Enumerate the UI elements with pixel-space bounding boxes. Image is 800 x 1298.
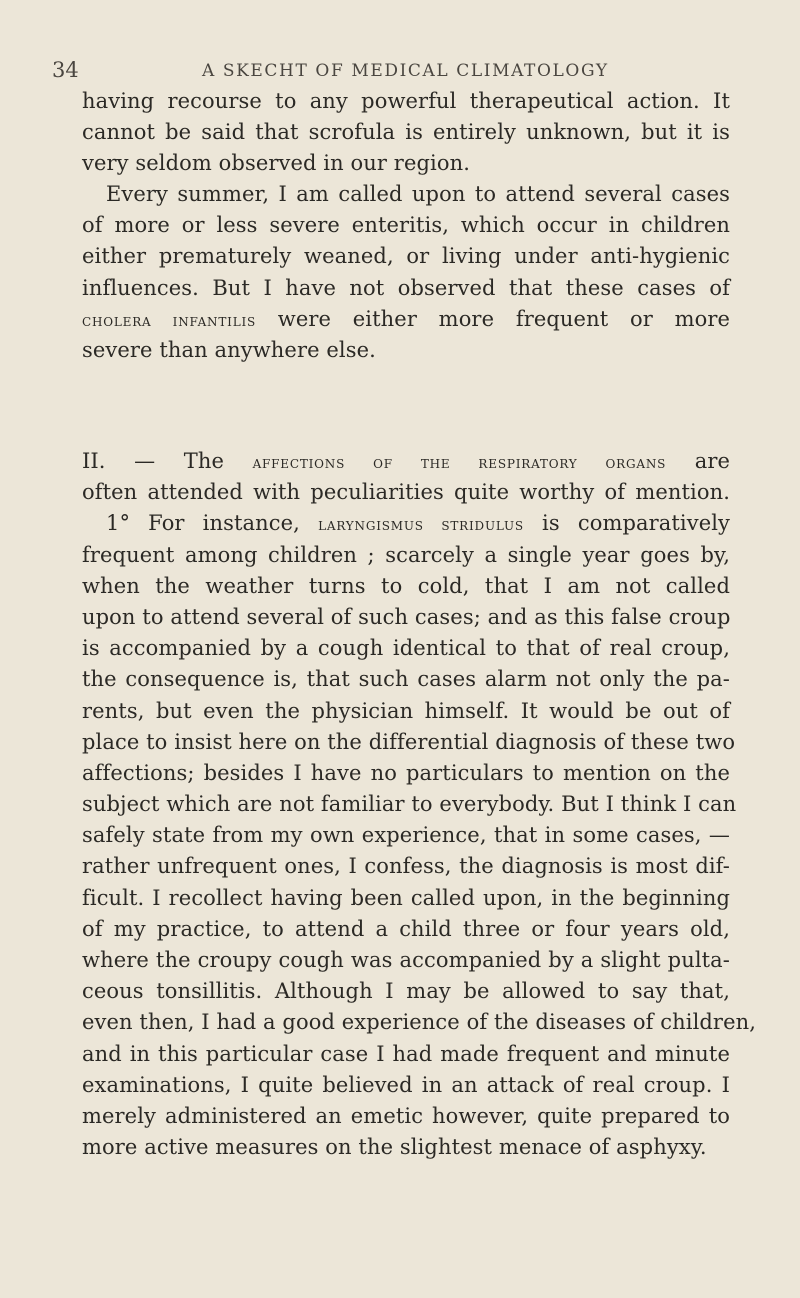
text-line: ficult. I recollect having been called upon, in the beginning [82,885,730,910]
text-line: where the croupy cough was accompanied by a slight pulta- [82,948,730,972]
text-line: merely administered an emetic however, quite prepared to [82,1103,730,1128]
text-fragment: is comparatively [542,511,731,536]
text-line: rather unfrequent ones, I confess, the diagnosis is most dif- [82,854,730,879]
section-heading-smallcaps: affections of the respiratory organs [252,453,667,473]
text-line: safely state from my own experience, that in some cases, — [82,823,730,848]
text-fragment: were either more frequent or more [277,306,730,331]
text-line: upon to attend several of such cases; and as this false croup [82,604,731,629]
text-line: even then, I had a good experience of the diseases of children, [82,1010,756,1035]
running-title: A SKECHT OF MEDICAL CLIMATOLOGY [202,61,609,81]
text-line: frequent among children ; scarcely a single year goes by, [82,542,730,567]
text-line [82,508,730,539]
text-line: rents, but even the physician himself. It would be out of [82,698,730,723]
section-numeral: II. — The [82,449,225,473]
text-line: examinations, I quite believed in an attack of real croup. I [82,1072,730,1097]
text-line: of my practice, to attend a child three or four years old, [82,916,730,941]
text-line [82,304,730,335]
text-line: often attended with peculiarities quite worthy of mention. [82,480,730,505]
text-line: when the weather turns to cold, that I am not called [82,573,730,598]
text-fragment: 1° For instance, [106,511,300,536]
text-line: and in this particular case I had made frequent and minute [82,1041,730,1066]
text-fragment: are [694,449,730,473]
text-line: having recourse to any powerful therapeutical action. It [82,89,730,113]
text-line: either prematurely weaned, or living under anti-hygienic [82,244,730,269]
text-line: ceous tonsillitis. Although I may be allowed to say that, [82,979,730,1004]
text-line: of more or less severe enteritis, which occur in children [82,213,730,238]
text-line: more active measures on the slightest menace of asphyxy. [82,1135,707,1160]
text-line: is accompanied by a cough identical to that of real croup, [82,636,730,661]
text-line: Every summer, I am called upon to attend several cases [106,182,730,206]
disease-name-smallcaps: laryngismus stridulus [318,515,524,536]
disease-name-smallcaps: cholera infantilis [82,310,257,331]
text-line: very seldom observed in our region. [82,151,470,176]
text-line: influences. But I have not observed that these cases of [82,275,730,300]
text-line: severe than anywhere else. [82,337,376,362]
text-line: subject which are not familiar to everybody. But I think I can [82,792,737,817]
text-line [82,446,730,477]
running-head [52,58,740,88]
text-line: place to insist here on the differential diagnosis of these two [82,729,736,754]
page-number: 34 [52,58,79,82]
paragraph-3 [82,446,756,1163]
text-line: cannot be said that scrofula is entirely unknown, but it is [82,120,730,145]
text-line: the consequence is, that such cases alarm not only the pa- [82,667,730,692]
text-line: affections; besides I have no particulars to mention on the [82,760,730,785]
paragraph-2 [82,179,730,366]
paragraph-1 [82,86,730,180]
